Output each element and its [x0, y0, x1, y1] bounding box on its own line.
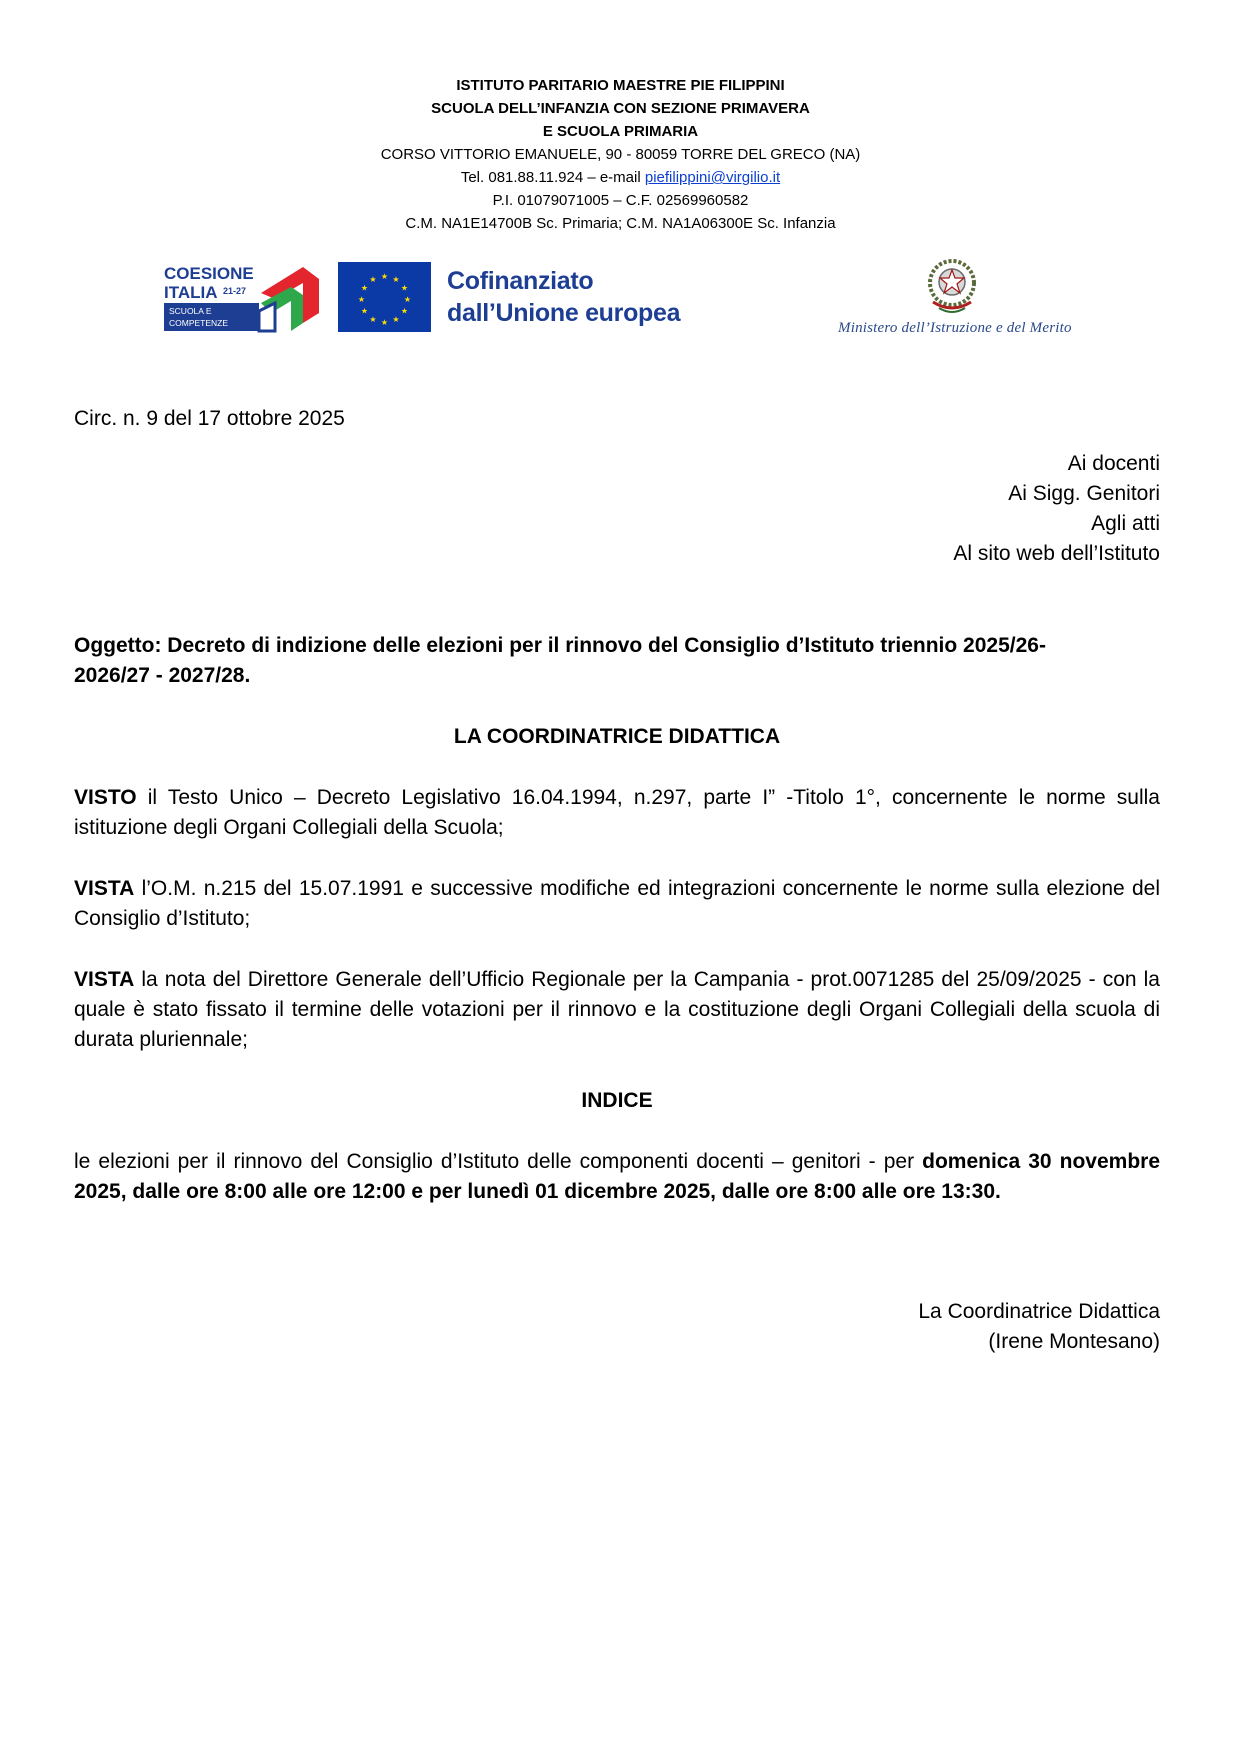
svg-text:★: ★	[400, 283, 409, 293]
years-text: 21-27	[223, 286, 247, 296]
eu-line2: dall’Unione europea	[447, 299, 681, 327]
ministry-name: Ministero dell’Istruzione e del Merito	[838, 320, 1072, 336]
italian-republic-emblem-icon	[925, 256, 979, 318]
school-primary-line: E SCUOLA PRIMARIA	[542, 123, 699, 140]
indice-text: le elezioni per il rinnovo del Consiglio d’Istituto delle componenti docenti – genitori - per	[74, 1150, 923, 1173]
paragraph-lead: VISTA	[74, 968, 135, 991]
paragraph-visto	[74, 783, 1160, 843]
recipients-block	[600, 449, 1160, 569]
paragraph-text: il Testo Unico – Decreto Legislativo 16.04.1994, n.297, parte I” -Titolo 1°, concernente le norme sulla istituzione degli Organi Collegiali della Scuola;	[74, 786, 1160, 839]
svg-text:★: ★	[369, 275, 377, 284]
signature-title: La Coordinatrice Didattica	[918, 1300, 1160, 1323]
svg-text:★: ★	[357, 295, 366, 304]
subject	[74, 631, 1160, 691]
heading-coordinator: LA COORDINATRICE DIDATTICA	[453, 725, 781, 748]
school-type-line: SCUOLA DELL’INFANZIA CON SEZIONE PRIMAVERA	[431, 100, 810, 117]
subject-line-1: Oggetto: Decreto di indizione delle elezioni per il rinnovo del Consiglio d’Istituto triennio 2025/26-	[74, 634, 1046, 657]
circular-number: Circ. n. 9 del 17 ottobre 2025	[74, 407, 345, 430]
svg-text:★: ★	[400, 306, 409, 316]
paragraph-lead: VISTA	[74, 877, 135, 900]
heading-indice: INDICE	[581, 1089, 653, 1112]
address-line: CORSO VITTORIO EMANUELE, 90 - 80059 TORRE DEL GRECO (NA)	[380, 146, 861, 163]
signature-name: (Irene Montesano)	[988, 1330, 1160, 1353]
eu-flag-logo	[338, 262, 431, 332]
paragraph-indice	[74, 1147, 1160, 1207]
coesione-italia-logo	[163, 261, 323, 335]
svg-text:★: ★	[380, 318, 389, 327]
svg-text:★: ★	[360, 306, 369, 316]
paragraph-vista-nota	[74, 965, 1160, 1055]
letterhead	[0, 74, 1241, 235]
email-link[interactable]: piefilippini@virgilio.it	[644, 169, 781, 186]
subject-line-2: 2026/27 - 2027/28.	[74, 664, 251, 687]
eu-line1: Cofinanziato	[447, 267, 594, 295]
recipient-parents: Ai Sigg. Genitori	[1008, 482, 1160, 505]
signature-block	[600, 1297, 1160, 1357]
recipient-records: Agli atti	[1091, 512, 1160, 535]
institute-name: ISTITUTO PARITARIO MAESTRE PIE FILIPPINI	[456, 77, 785, 94]
svg-text:★: ★	[360, 283, 369, 293]
contact-line	[0, 166, 1241, 189]
recipient-website: Al sito web dell’Istituto	[953, 542, 1160, 565]
svg-text:★: ★	[380, 272, 389, 281]
tax-line: P.I. 01079071005 – C.F. 02569960582	[492, 192, 749, 209]
paragraph-text: l’O.M. n.215 del 15.07.1991 e successive modifiche ed integrazioni concernente le norme sulla elezione del Consiglio d’Istituto;	[74, 877, 1160, 930]
svg-text:★: ★	[369, 315, 377, 324]
recipient-teachers: Ai docenti	[1067, 452, 1160, 475]
svg-text:★: ★	[392, 275, 400, 284]
eu-cofinanced-text	[447, 265, 680, 329]
scuola-text: SCUOLA E	[169, 306, 212, 316]
coesione-text: COESIONE	[164, 264, 254, 283]
svg-text:★: ★	[392, 315, 400, 324]
indice-dates: domenica 30 novembre 2025, dalle ore 8:00 alle ore 12:00 e per lunedì 01 dicembre 2025, dalle ore 8:00 alle ore 13:30.	[74, 1150, 1161, 1203]
italia-text: ITALIA	[164, 283, 218, 302]
competenze-text: COMPETENZE	[169, 318, 229, 328]
paragraph-text: la nota del Direttore Generale dell’Ufficio Regionale per la Campania - prot.0071285 del 25/09/2025 - con la quale è stato fissato il termine delle votazioni per il rinnovo e la costituzione degli Organi Collegiali della scuola di durata pluriennale;	[74, 968, 1160, 1051]
tel-text: Tel. 081.88.11.924 – e-mail	[460, 169, 645, 186]
paragraph-vista-om	[74, 874, 1160, 934]
paragraph-lead: VISTO	[74, 786, 137, 809]
codes-line: C.M. NA1E14700B Sc. Primaria; C.M. NA1A06300E Sc. Infanzia	[405, 215, 836, 232]
svg-text:★: ★	[403, 295, 412, 304]
